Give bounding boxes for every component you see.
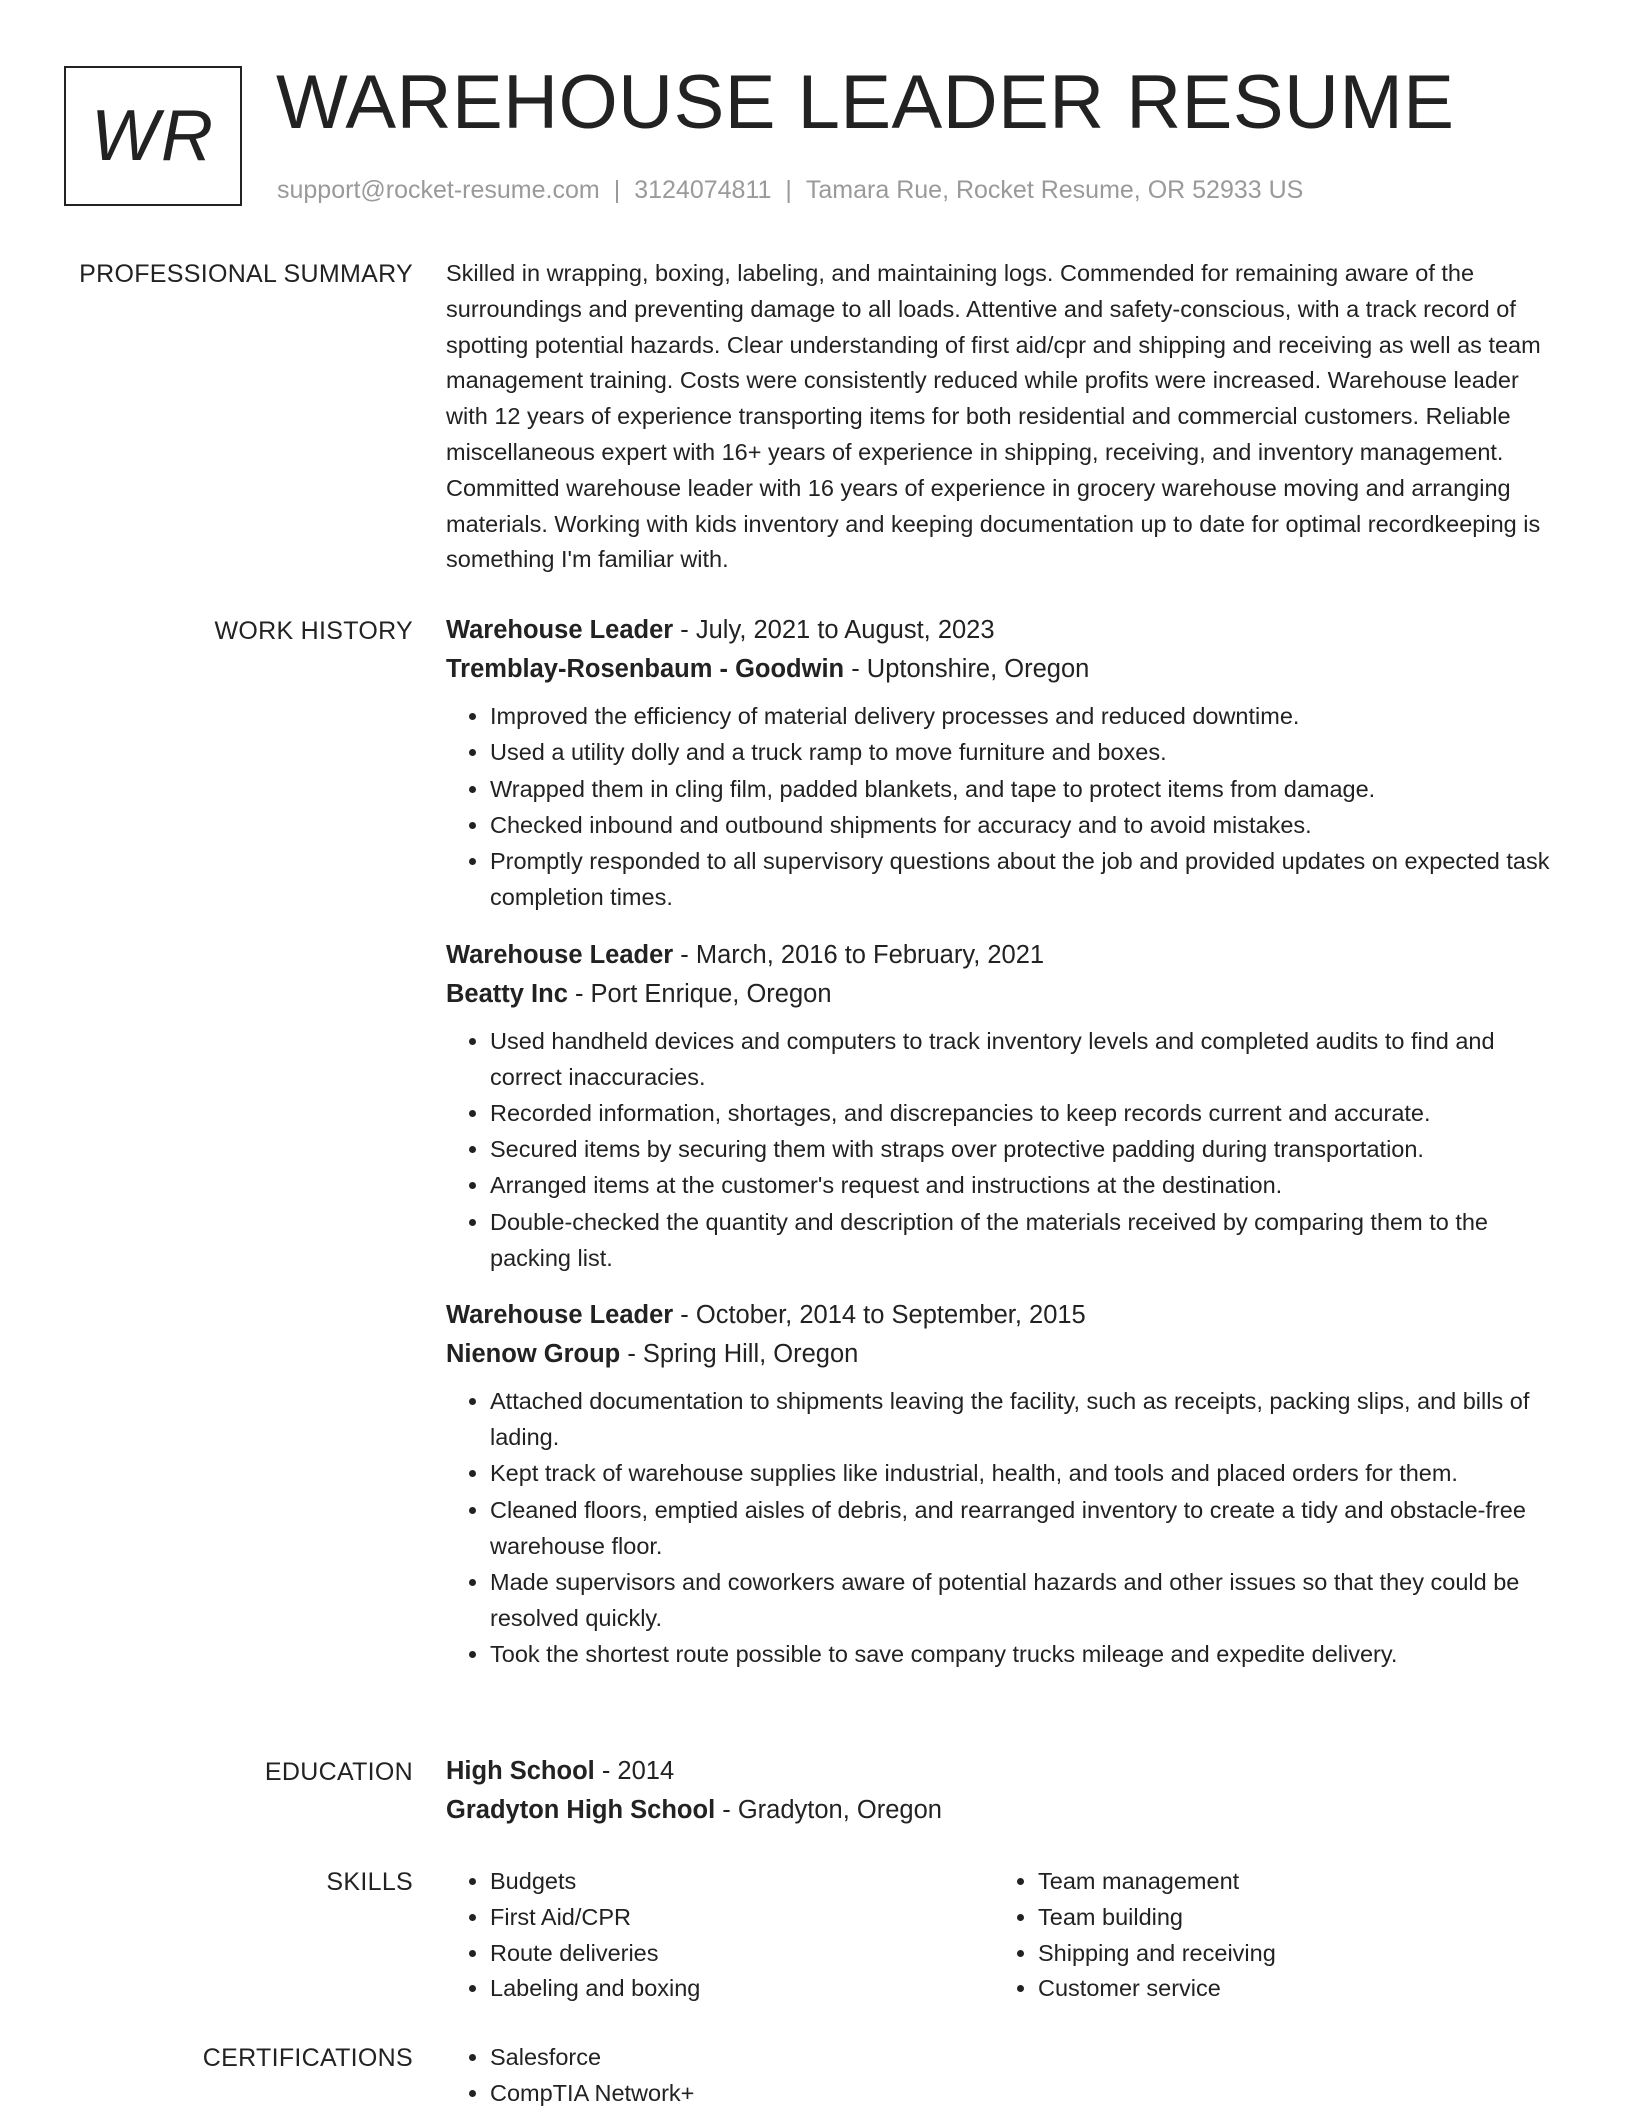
job-bullet: • Promptly responded to all supervisory questions about the job and provided updates on expected task completion times. <box>490 844 1566 916</box>
job-dates: - July, 2021 to August, 2023 <box>673 616 995 644</box>
job-bullets <box>446 1384 1566 1672</box>
certification-item: • CompTIA Network+ <box>490 2076 1566 2112</box>
education-school-line <box>446 1791 1566 1830</box>
job-entry <box>446 611 1566 916</box>
skills-list-left <box>446 1864 994 2007</box>
job-bullet: • Checked inbound and outbound shipments for accuracy and to avoid mistakes. <box>490 808 1566 844</box>
skill-item: • Team management <box>1038 1864 1542 1900</box>
job-company: Tremblay-Rosenbaum - Goodwin <box>446 655 845 683</box>
job-bullet: • Double-checked the quantity and description of the materials received by comparing them to the packing list. <box>490 1205 1566 1277</box>
certifications-list <box>446 2040 1566 2112</box>
job-company-line <box>446 1335 1566 1374</box>
contact-separator: | <box>785 176 792 204</box>
job-bullet: • Took the shortest route possible to save company trucks mileage and expedite delivery. <box>490 1637 1566 1673</box>
section-label-summary: PROFESSIONAL SUMMARY <box>79 260 413 288</box>
section-label-work-history: WORK HISTORY <box>214 617 413 645</box>
job-title-line <box>446 611 1566 650</box>
job-title-line <box>446 936 1566 975</box>
skill-item: • Customer service <box>1038 1971 1542 2007</box>
job-location: - Spring Hill, Oregon <box>620 1340 859 1369</box>
job-bullet: • Used a utility dolly and a truck ramp to move furniture and boxes. <box>490 735 1566 771</box>
job-location: - Port Enrique, Oregon <box>567 979 832 1008</box>
page-title: WAREHOUSE LEADER RESUME <box>276 60 1455 145</box>
contact-phone: 3124074811 <box>634 176 772 204</box>
skill-item: • Budgets <box>490 1864 994 1900</box>
job-bullet: • Wrapped them in cling film, padded blankets, and tape to protect items from damage. <box>490 772 1566 808</box>
skill-item: • Shipping and receiving <box>1038 1936 1542 1972</box>
job-bullet: • Used handheld devices and computers to track inventory levels and completed audits to find and correct inaccuracies. <box>490 1024 1566 1096</box>
job-dates: - October, 2014 to September, 2015 <box>673 1301 1086 1330</box>
skill-item: • Route deliveries <box>490 1936 994 1972</box>
contact-separator: | <box>613 176 621 204</box>
skills-body <box>446 1864 1566 2007</box>
education-body <box>446 1752 1566 1830</box>
job-title: Warehouse Leader <box>446 940 674 969</box>
job-company: Nienow Group <box>446 1340 621 1369</box>
job-bullet: • Kept track of warehouse supplies like industrial, health, and tools and placed orders for them. <box>490 1456 1566 1492</box>
certification-item: • Salesforce <box>490 2040 1566 2076</box>
education-degree-line <box>446 1752 1566 1791</box>
contact-email: support@rocket-resume.com <box>277 176 600 204</box>
skill-item: • Labeling and boxing <box>490 1971 994 2007</box>
job-bullet: • Recorded information, shortages, and discrepancies to keep records current and accurate. <box>490 1096 1566 1132</box>
job-location: - Uptonshire, Oregon <box>844 655 1090 683</box>
skills-list-right <box>994 1864 1542 2007</box>
education-year: - 2014 <box>594 1757 675 1785</box>
job-bullet: • Improved the efficiency of material delivery processes and reduced downtime. <box>490 699 1566 735</box>
job-title: Warehouse Leader <box>446 1301 674 1330</box>
monogram-logo: WR <box>64 66 242 206</box>
skill-item: • First Aid/CPR <box>490 1900 994 1936</box>
section-label-education: EDUCATION <box>264 1758 413 1786</box>
summary-text: Skilled in wrapping, boxing, labeling, and maintaining logs. Commended for remaining aware of the surroundings and preventing damage to all loads. Attentive and safety-conscious, with a track record of spotting potential hazards. Clear understanding of first aid/cpr and shipping and receiving as well as team management training. Costs were consistently reduced while profits were increased. Warehouse leader with 12 years of experience transporting items for both residential and commercial customers. Reliable miscellaneous expert with 16+ years of experience in shipping, receiving, and inventory management. Committed warehouse leader with 16 years of experience in grocery warehouse moving and arranging materials. Working with kids inventory and keeping documentation up to date for optimal recordkeeping is something I'm familiar with. <box>446 260 1541 573</box>
job-title-line <box>446 1296 1566 1335</box>
job-bullet: • Made supervisors and coworkers aware of potential hazards and other issues so that they could be resolved quickly. <box>490 1565 1566 1637</box>
contact-line <box>277 174 1303 206</box>
section-label-skills: SKILLS <box>326 1868 413 1896</box>
education-degree: High School <box>446 1757 595 1785</box>
job-bullets <box>446 699 1566 916</box>
summary-body <box>446 256 1566 578</box>
work-history-body <box>446 611 1566 1693</box>
job-title: Warehouse Leader <box>446 616 674 644</box>
job-entry <box>446 1296 1566 1672</box>
section-label-certifications: CERTIFICATIONS <box>202 2044 413 2072</box>
education-location: - Gradyton, Oregon <box>715 1796 942 1824</box>
job-entry <box>446 936 1566 1277</box>
job-bullets <box>446 1024 1566 1277</box>
job-company: Beatty Inc <box>446 979 568 1008</box>
education-school: Gradyton High School <box>446 1796 716 1824</box>
job-company-line <box>446 650 1566 689</box>
skills-columns <box>446 1864 1566 2007</box>
skill-item: • Team building <box>1038 1900 1542 1936</box>
job-dates: - March, 2016 to February, 2021 <box>673 940 1045 969</box>
job-company-line <box>446 975 1566 1014</box>
contact-address: Tamara Rue, Rocket Resume, OR 52933 US <box>805 176 1304 204</box>
job-bullet: • Secured items by securing them with straps over protective padding during transportation. <box>490 1132 1566 1168</box>
job-bullet: • Attached documentation to shipments leaving the facility, such as receipts, packing slips, and bills of lading. <box>490 1384 1566 1456</box>
job-bullet: • Arranged items at the customer's request and instructions at the destination. <box>490 1168 1566 1204</box>
certifications-body <box>446 2040 1566 2112</box>
job-bullet: • Cleaned floors, emptied aisles of debris, and rearranged inventory to create a tidy and obstacle-free warehouse floor. <box>490 1493 1566 1565</box>
